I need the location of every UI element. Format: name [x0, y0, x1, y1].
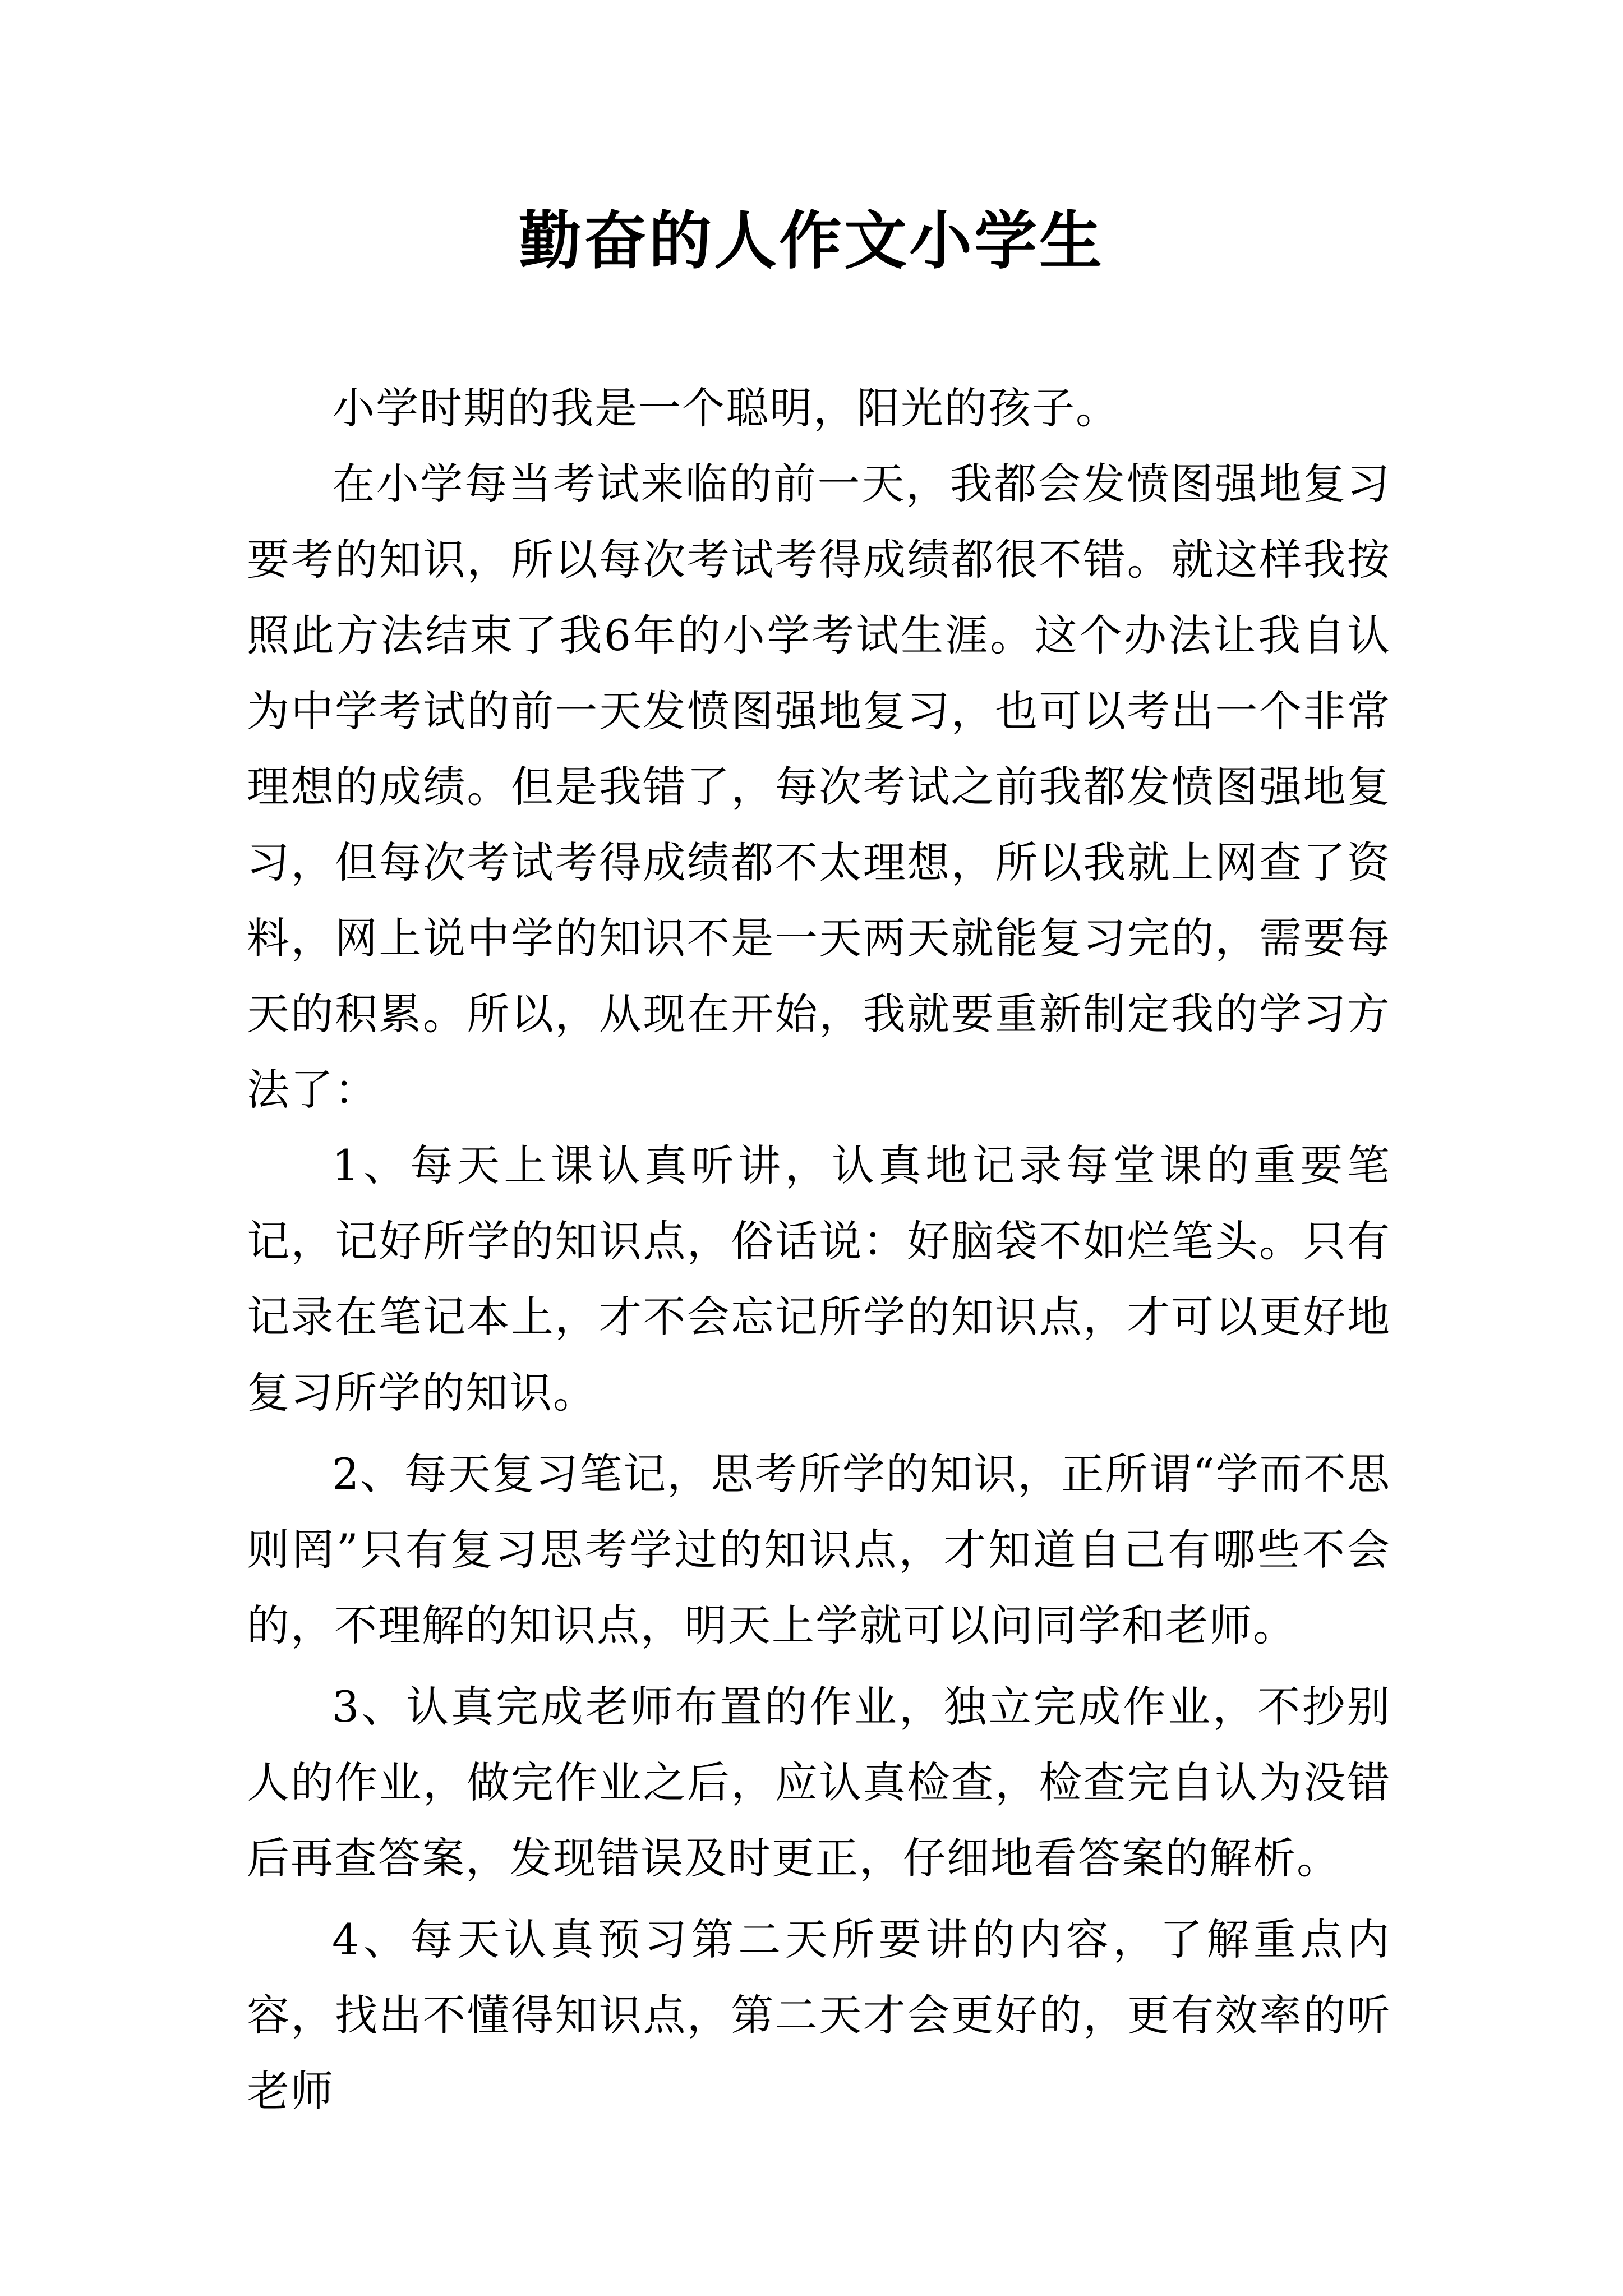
document-body: [247, 370, 1391, 2129]
list-item-3: 3、认真完成老师布置的作业，独立完成作业，不抄别人的作业，做完作业之后，应认真检查，检查完自认为没错后再查答案，发现错误及时更正，仔细地看答案的解析。: [247, 1682, 1391, 1883]
paragraph-study-method: 在小学每当考试来临的前一天，我都会发愤图强地复习要考的知识，所以每次考试考得成绩都很不错。就这样我按照此方法结束了我6年的小学考试生涯。这个办法让我自认为中学考试的前一天发愤图强地复习，也可以考出一个非常理想的成绩。但是我错了，每次考试之前我都发愤图强地复习，但每次考试考得成绩都不太理想，所以我就上网查了资料，网上说中学的知识不是一天两天就能复习完的，需要每天的积累。所以，从现在开始，我就要重新制定我的学习方法了：: [247, 459, 1391, 1115]
list-item-2: 2、每天复习笔记，思考所学的知识，正所谓“学而不思则罔”只有复习思考学过的知识点，才知道自己有哪些不会的，不理解的知识点，明天上学就可以问同学和老师。: [247, 1449, 1391, 1650]
paragraph-intro: 小学时期的我是一个聪明，阳光的孩子。: [332, 383, 1119, 433]
list-item-4: 4、每天认真预习第二天所要讲的内容，了解重点内容，找出不懂得知识点，第二天才会更好的，更有效率的听老师: [247, 1915, 1391, 2116]
list-item-1: 1、每天上课认真听讲，认真地记录每堂课的重要笔记，记好所学的知识点，俗话说：好脑袋不如烂笔头。只有记录在笔记本上，才不会忘记所学的知识点，才可以更好地复习所学的知识。: [247, 1140, 1391, 1418]
document-title: 勤奋的人作文小学生: [519, 204, 1104, 278]
